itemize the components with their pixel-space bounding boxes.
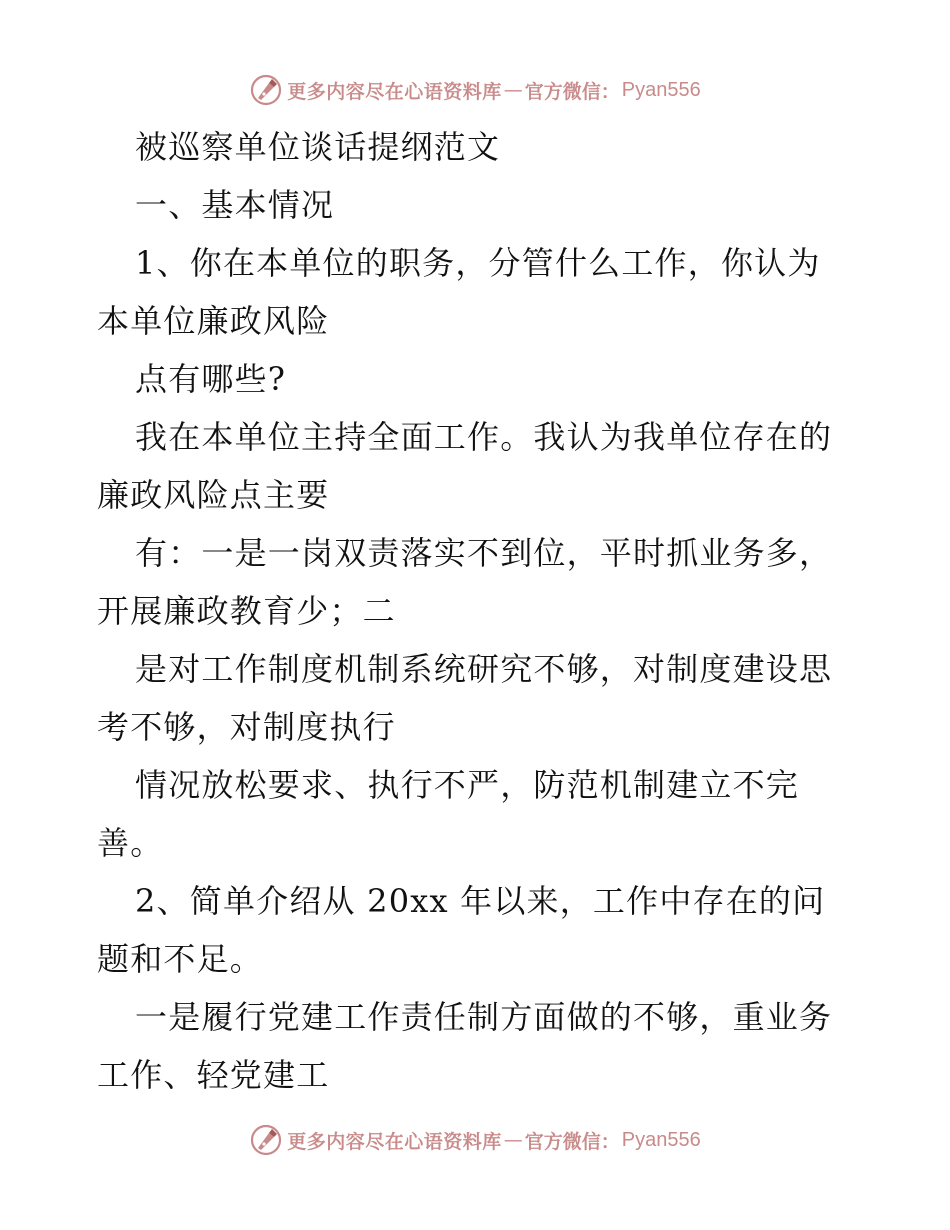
text-line: 2、简单介绍从 20xx 年以来，工作中存在的问	[135, 882, 826, 920]
text-line: 工作、轻党建工	[97, 1056, 330, 1094]
watermark-wechat-id: Pyan556	[621, 78, 701, 101]
text-line: 考不够，对制度执行	[97, 708, 396, 746]
document-body	[97, 118, 857, 1104]
footer-watermark	[0, 1120, 950, 1160]
pen-nib-circle-icon	[249, 1123, 283, 1157]
watermark-site-text: 更多内容尽在心语资料库	[287, 80, 502, 103]
text-line: 1、你在本单位的职务，分管什么工作，你认为	[135, 244, 821, 282]
section-heading: 一、基本情况	[135, 186, 335, 224]
watermark-wechat-label: 官方微信：	[524, 1130, 620, 1153]
watermark-wechat-label: 官方微信：	[524, 80, 620, 103]
text-line: 开展廉政教育少；二	[97, 592, 396, 630]
watermark-wechat-id: Pyan556	[621, 1128, 701, 1151]
text-line: 本单位廉政风险	[97, 302, 330, 340]
text-line: 是对工作制度机制系统研究不够，对制度建设思	[135, 650, 833, 688]
document-title: 被巡察单位谈话提纲范文	[135, 128, 501, 166]
text-line: 我在本单位主持全面工作。我认为我单位存在的	[135, 418, 833, 456]
text-line: 题和不足。	[97, 940, 264, 978]
text-line: 廉政风险点主要	[97, 476, 330, 514]
header-watermark	[0, 70, 950, 110]
pen-nib-circle-icon	[249, 73, 283, 107]
watermark-separator: —	[503, 1129, 523, 1151]
text-line: 一是履行党建工作责任制方面做的不够，重业务	[135, 998, 833, 1036]
watermark-site-text: 更多内容尽在心语资料库	[287, 1130, 502, 1153]
text-line: 点有哪些?	[135, 360, 287, 398]
text-line: 善。	[97, 824, 164, 862]
text-line: 情况放松要求、执行不严，防范机制建立不完	[135, 766, 800, 804]
watermark-separator: —	[503, 79, 523, 101]
text-line: 有：一是一岗双责落实不到位，平时抓业务多，	[135, 534, 833, 572]
